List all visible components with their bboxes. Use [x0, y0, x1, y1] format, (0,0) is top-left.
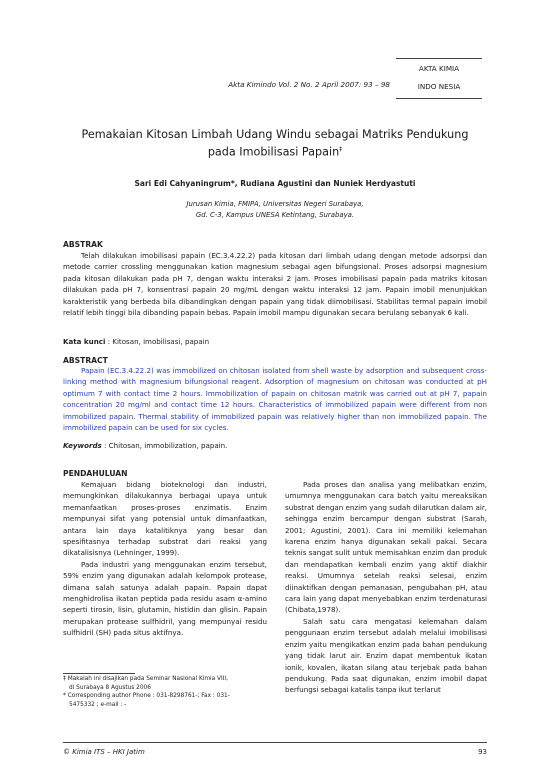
abstrak-keywords — [63, 336, 487, 347]
abstract-text: Papain (EC.3.4.22.2) was immobilized on chitosan isolated from shell waste by adsorption and subsequent cross-linking method with magnesium bifungsional reagent. Adsorption of magnesium on chitosan was conducted at pH optimum 7 with contact time 2 hours. Immobilization of papain on chitosan matrik was carried out at pH 7, papain concentration 20 mg/ml and contact time 12 hours. Characteristics of immobilized papain were different from non immobilized papain. Thermal stability of immobilized papain was relatively higher than non immobilized papain. The immobilized papain can be used for six cycles. — [63, 366, 487, 433]
title-footnote-mark: ‡ — [339, 146, 343, 153]
footnote-1-mark: ‡ — [63, 676, 66, 682]
abstrak-heading: ABSTRAK — [63, 240, 103, 249]
title-line-2: pada Imobilisasi Papain‡ — [207, 145, 343, 159]
journal-label-line2: INDO NESIA — [417, 82, 461, 91]
page-title — [60, 127, 490, 160]
right-paragraph-1: Pada proses dan analisa yang melibatkan enzim, umumnya menggunakan cara batch yaitu mereaksikan substrat dengan enzim yang sudah dilarutkan dalam air, sehingga enzim bercampur dengan substrat (Sarah, 2001; Agustini, 2001). Cara ini memiliki kelemahan karena enzim hanya digunakan sekali pakai. Secara teknis sangat sulit untuk memisahkan enzim dan produk dan mendapatkan kembali enzim yang aktif diakhir reaksi. Umumnya setelah reaksi selesai, enzim diinaktifkan dengan pemanasan, pengubahan pH, atau cara lain yang dapat menyebabkan enzim terdenaturasi (Chibata,1978). — [285, 480, 487, 615]
header-top-rule — [396, 58, 482, 59]
abstrak-text: Telah dilakukan imobilisasi papain (EC.3.4.22.2) pada kitosan dari limbah udang dengan metode adsorpsi dan metode carrier crossling menggunakan kation magnesium sebagai agen bifungsional. Proses adsorpsi magnesium pada kitosan dilakukan pada pH 7, dengan waktu interaksi 2 jam. Proses imobilisasi papain pada matriks kitosan dilakukan pada pH 7, konsentrasi papain 20 mg/mL dengan waktu interaksi 12 jam. Papain imobil menunjukkan karakteristik yang berbeda bila dibandingkan dengan papain yang tidak diimobilisasi. Stabilitas termal papain imobil relatif lebih tinggi bila dibanding papain bebas. Papain imobil mampu digunakan secara berulang sebanyak 6 kali. — [63, 251, 487, 318]
left-paragraph-2: Pada industri yang menggunakan enzim tersebut, 59% enzim yang digunakan adalah kelompok protease, dimana salah satunya adalah papain. Papain dapat menghidrolisa ikatan peptida pada residu asam α-amino seperti tirosin, lisin, glutamin, histidin dan glisin. Papain merupakan protease sulfhidril, yang mempunyai residu sulfhidril (SH) pada situs aktifnya. — [63, 559, 267, 638]
footnote-1-line1: Makalah ini disajikan pada Seminar Nasional Kimia VIII, — [67, 676, 228, 682]
footnote-2-line2: 5475332 ; e-mail : - — [69, 701, 127, 708]
affiliation-line-1: Jurusan Kimia, FMIPA, Universitas Negeri Surabaya, — [186, 200, 364, 208]
authors: Sari Edi Cahyaningrum*, Rudiana Agustini dan Nuniek Herdyastuti — [134, 179, 416, 188]
abstrak-keywords-value: : Kitosan, imobilisasi, papain — [105, 337, 210, 346]
footnote-1 — [63, 675, 267, 692]
footer-credit: © Kimia ITS – HKI Jatim — [63, 748, 145, 756]
right-column — [285, 479, 487, 696]
footnotes — [63, 675, 267, 709]
abstract-keywords-value: : Chitosan, immobilization, papain. — [101, 441, 228, 450]
abstract-keywords — [63, 440, 487, 451]
footnote-2-mark: * — [63, 693, 66, 700]
footnote-2 — [63, 692, 267, 709]
footnote-2-line1: Corresponding author Phone : 031-8298761-; Fax : 031- — [67, 693, 230, 700]
abstract-heading: ABSTRACT — [63, 356, 108, 365]
abstrak-keywords-label: Kata kunci — [63, 337, 106, 346]
left-column — [63, 479, 267, 639]
page-number: 93 — [478, 748, 487, 756]
right-paragraph-2: Salah satu cara mengatasi kelemahan dalam penggunaan enzim tersebut adalah melalui imobilisasi enzim yaitu mengikatkan enzim pada bahan pendukung yang tidak larut air. Enzim dapat membentuk ikatan ionik, kovalen, ikatan silang atau terjebak pada bahan pendukung. Pada saat digunakan, enzim imobil dapat berfungsi sebagai katalis tanpa ikut terlarut — [285, 616, 487, 695]
journal-label-line1: AKTA KIMIA — [418, 64, 460, 73]
pendahuluan-heading: PENDAHULUAN — [63, 469, 128, 478]
abstract-keywords-label: Keywords — [63, 441, 102, 450]
left-paragraph-1: Kemajuan bidang bioteknologi dan industri, memungkinkan dilakukannya berbagai upaya untuk memanfaatkan proses-proses enzimatis. Enzim mempunyai sifat yang potensial untuk dimanfaatkan, antara lain daya katalitiknya yang besar dan spesifitasnya terhadap substrat dari reaksi yang dikatalisisnya (Lehninger, 1999). — [63, 480, 267, 558]
affiliation-line-2: Gd. C-3, Kampus UNESA Ketintang, Surabaya. — [195, 211, 355, 219]
journal-citation — [172, 80, 390, 89]
footer-rule — [63, 742, 487, 743]
title-line-1: Pemakaian Kitosan Limbah Udang Windu sebagai Matriks Pendukung — [81, 128, 469, 141]
footnote-rule — [63, 673, 135, 674]
header-bottom-rule — [396, 98, 482, 99]
affiliation — [60, 199, 490, 221]
footnote-1-line2: di Surabaya 8 Agustus 2006 — [69, 684, 151, 691]
citation-text: Akta Kimindo Vol. 2 No. 2 April 2007: 93 – 98 — [228, 80, 390, 89]
